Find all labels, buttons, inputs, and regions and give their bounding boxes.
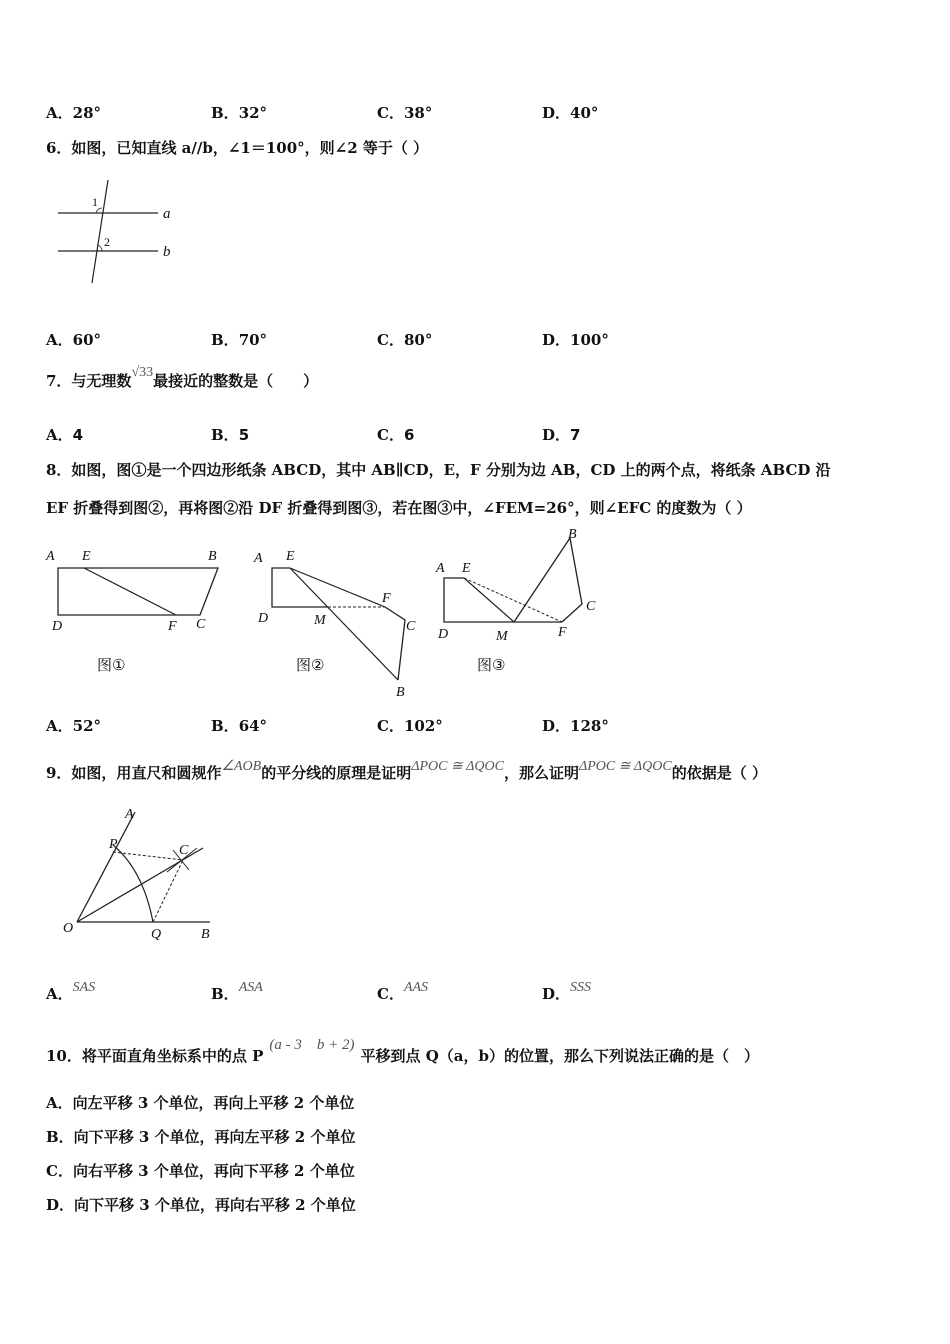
q8-fig1-caption: 图① — [97, 656, 126, 674]
q5-option-a[interactable]: A．28° — [46, 104, 102, 122]
q10-option-c[interactable]: C．向右平移 3 个单位，再向下平移 2 个单位 — [46, 1162, 355, 1180]
fig1-label-e: E — [82, 549, 91, 564]
fig3-label-f: F — [558, 625, 567, 640]
fig2-label-e: E — [286, 549, 295, 564]
q9-figure — [55, 800, 225, 945]
fig9-label-q: Q — [151, 927, 162, 942]
q5-option-c[interactable]: C．38° — [377, 104, 433, 122]
q7-stem: 7．与无理数√33最接近的整数是（ ） — [46, 365, 319, 390]
q8-stem-line2: EF 折叠得到图②，再将图②沿 DF 折叠得到图③，若在图③中，∠FEM=26°，则∠EFC 的度数为（ ） — [46, 499, 752, 517]
q6-option-d[interactable]: D．100° — [542, 331, 609, 349]
fig2-label-f: F — [382, 591, 391, 606]
fig2-label-b: B — [396, 685, 405, 700]
fig3-label-m: M — [496, 629, 508, 644]
q10-stem: 10．将平面直角坐标系中的点 P(a - 3 b + 2)平移到点 Q（a，b）的位置，那么下列说法正确的是（ ） — [46, 1037, 759, 1065]
q9-option-a[interactable]: A．SAS — [46, 980, 96, 1003]
fig9-label-c: C — [179, 843, 189, 858]
q6-stem: 6．如图，已知直线 a//b，∠1＝100°，则∠2 等于（ ） — [46, 139, 429, 157]
q10-option-a[interactable]: A．向左平移 3 个单位，再向上平移 2 个单位 — [46, 1094, 355, 1112]
q6-option-a[interactable]: A．60° — [46, 331, 102, 349]
fig2-label-c: C — [406, 619, 416, 634]
q10-option-b[interactable]: B．向下平移 3 个单位，再向左平移 2 个单位 — [46, 1128, 356, 1146]
q7-option-c[interactable]: C．6 — [377, 426, 415, 444]
fig1-label-f: F — [168, 619, 177, 634]
q6-option-b[interactable]: B．70° — [211, 331, 268, 349]
q7-option-d[interactable]: D．7 — [542, 426, 581, 444]
fig2-label-d: D — [258, 611, 269, 626]
fig9-label-p: P — [109, 837, 118, 852]
q8-option-d[interactable]: D．128° — [542, 717, 609, 735]
q10-option-d[interactable]: D．向下平移 3 个单位，再向右平移 2 个单位 — [46, 1196, 356, 1214]
q9-option-d[interactable]: D．SSS — [542, 980, 592, 1003]
q9-stem: 9．如图，用直尺和圆规作∠AOB的平分线的原理是证明ΔPOC ≅ ΔQOC，那么证明ΔPOC ≅ ΔQOC的依据是（ ） — [46, 759, 767, 782]
coord-p: (a - 3 b + 2) — [269, 1037, 355, 1053]
q8-figure-2 — [250, 540, 430, 705]
fig9-label-o: O — [63, 921, 74, 936]
q8-figure-1 — [40, 540, 240, 635]
q6-option-c[interactable]: C．80° — [377, 331, 433, 349]
q5-option-b[interactable]: B．32° — [211, 104, 268, 122]
q8-option-c[interactable]: C．102° — [377, 717, 443, 735]
fig9-label-a: A — [125, 807, 134, 822]
fig3-label-c: C — [586, 599, 596, 614]
q8-fig2-caption: 图② — [296, 656, 325, 674]
label-2: 2 — [104, 235, 110, 249]
fig2-label-a: A — [254, 551, 263, 566]
q7-option-a[interactable]: A．4 — [46, 426, 84, 444]
q8-figure-3 — [430, 520, 610, 650]
math-angle-aob: ∠AOB — [221, 759, 262, 774]
fig1-label-b: B — [208, 549, 217, 564]
math-congruence-1: ΔPOC ≅ ΔQOC — [411, 759, 504, 774]
fig2-label-m: M — [314, 613, 326, 628]
label-b: b — [163, 244, 171, 260]
fig3-label-e: E — [462, 561, 471, 576]
q5-option-d[interactable]: D．40° — [542, 104, 599, 122]
q8-option-a[interactable]: A．52° — [46, 717, 102, 735]
q9-option-c[interactable]: C．AAS — [377, 980, 429, 1003]
fig3-label-d: D — [438, 627, 449, 642]
fig1-label-d: D — [52, 619, 63, 634]
q8-stem-line1: 8．如图，图①是一个四边形纸条 ABCD，其中 AB∥CD，E，F 分别为边 AB，CD 上的两个点，将纸条 ABCD 沿 — [46, 461, 831, 479]
math-congruence-2: ΔPOC ≅ ΔQOC — [578, 759, 672, 774]
fig1-label-c: C — [196, 617, 206, 632]
fig1-label-a: A — [46, 549, 55, 564]
fig3-label-b: B — [568, 527, 577, 542]
label-1: 1 — [92, 195, 98, 209]
q6-figure — [50, 178, 190, 288]
label-a: a — [163, 206, 171, 222]
fig3-label-a: A — [436, 561, 445, 576]
q8-option-b[interactable]: B．64° — [211, 717, 268, 735]
q9-option-b[interactable]: B．ASA — [211, 980, 263, 1003]
fig9-label-b: B — [201, 927, 210, 942]
q7-option-b[interactable]: B．5 — [211, 426, 250, 444]
q8-fig3-caption: 图③ — [477, 656, 506, 674]
radical-sqrt33: √33 — [131, 365, 154, 380]
